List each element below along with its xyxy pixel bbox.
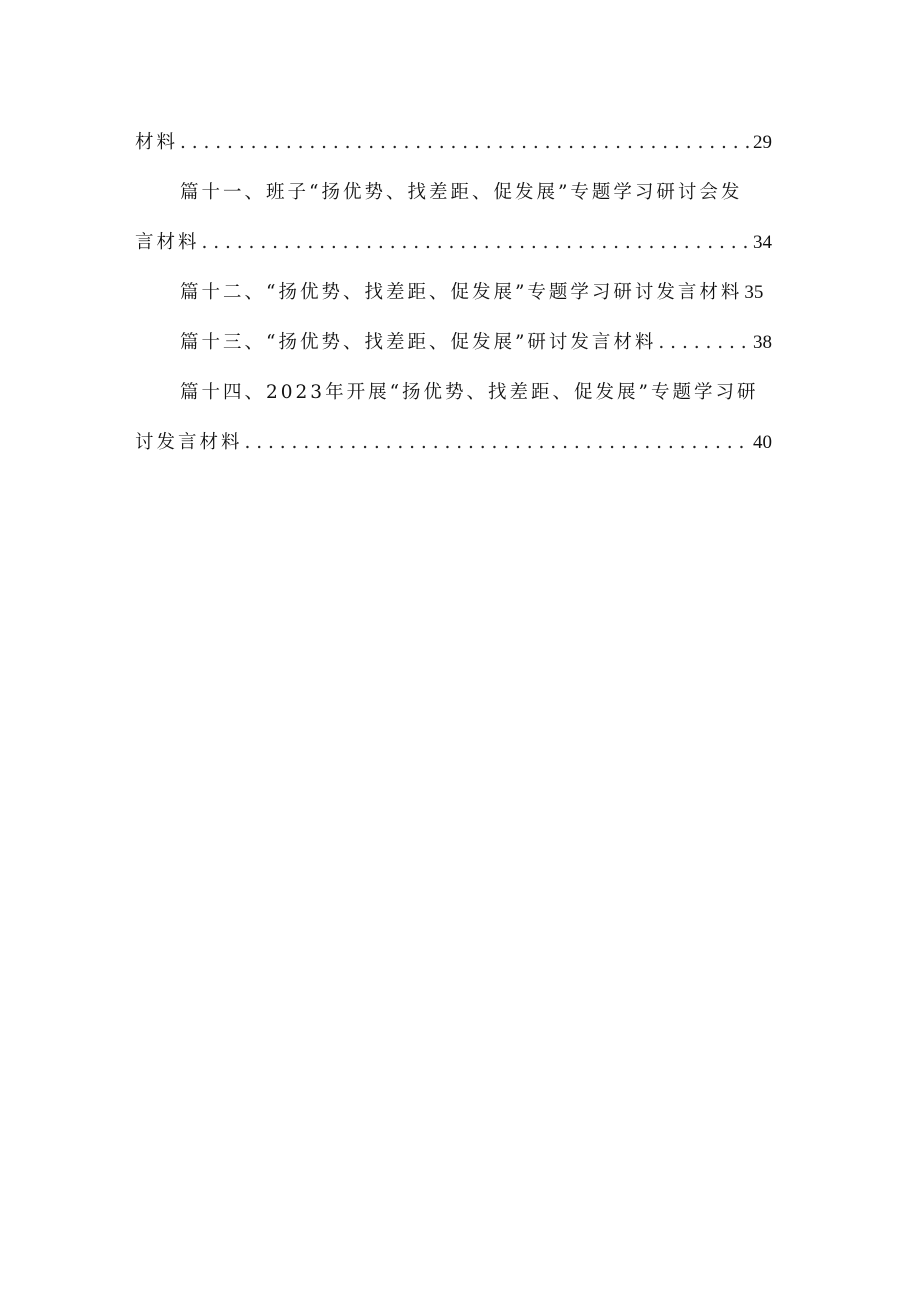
toc-entry-11-continuation[interactable] <box>135 228 772 260</box>
toc-page-number: 38 <box>753 332 772 353</box>
toc-entry-13[interactable] <box>180 328 772 360</box>
toc-entry-text: 讨发言材料 <box>135 432 243 453</box>
toc-leader-dots <box>658 332 749 353</box>
toc-leader-dots <box>180 132 749 153</box>
toc-leader-dots <box>245 432 749 453</box>
toc-page-number: 29 <box>753 132 772 153</box>
toc-page-number: 40 <box>753 432 772 453</box>
toc-entry-text: 篇十二、“扬优势、找差距、促发展”专题学习研讨发言材料 <box>180 282 743 303</box>
toc-leader-dots <box>202 232 749 253</box>
toc-entry-11-title[interactable] <box>180 178 772 210</box>
toc-page-number: 35 <box>744 282 764 303</box>
toc-entry-text: 篇十四、2023年开展“扬优势、找差距、促发展”专题学习研 <box>180 382 759 403</box>
toc-entry-text: 篇十一、班子“扬优势、找差距、促发展”专题学习研讨会发 <box>180 182 743 203</box>
toc-page-number: 34 <box>753 232 772 253</box>
toc-entry-text: 材料 <box>135 132 179 153</box>
toc-entry-text: 言材料 <box>135 232 200 253</box>
toc-entry-text: 篇十三、“扬优势、找差距、促发展”研讨发言材料 <box>180 332 657 353</box>
toc-entry-14-title[interactable] <box>180 378 772 410</box>
toc-entry-12[interactable] <box>180 278 772 310</box>
toc-entry-14-continuation[interactable] <box>135 428 772 460</box>
toc-entry-continuation[interactable] <box>135 128 772 160</box>
